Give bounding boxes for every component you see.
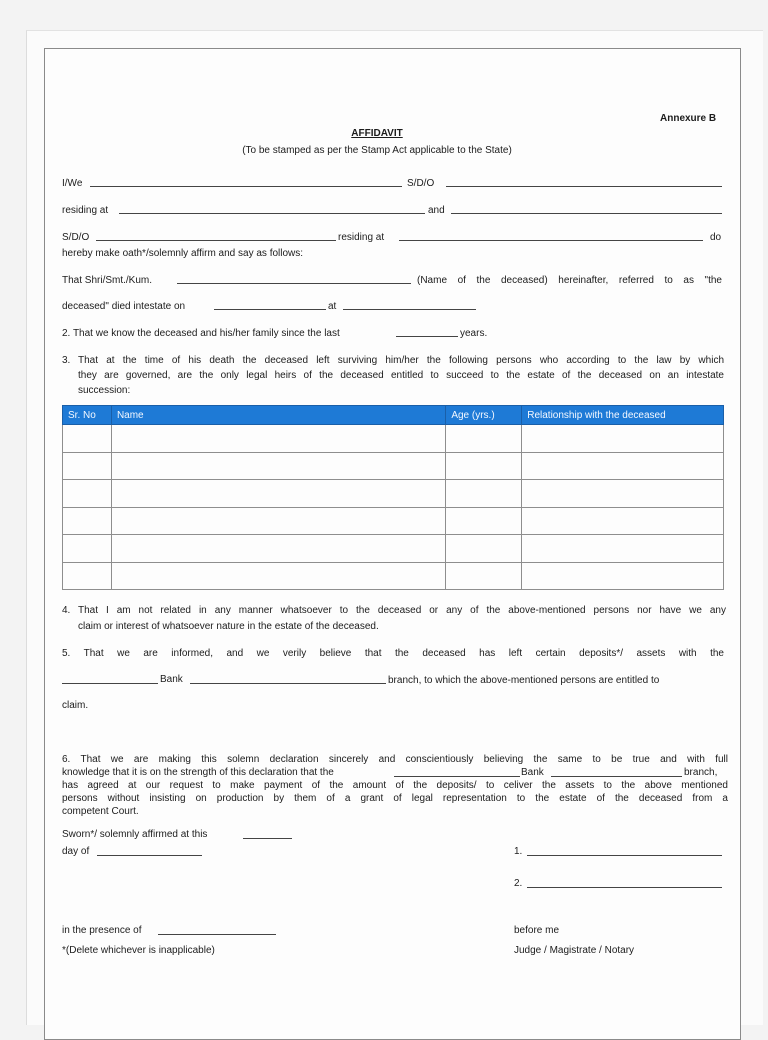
death-place-blank[interactable]	[343, 309, 476, 310]
i-we-blank[interactable]	[90, 186, 402, 187]
cell-name[interactable]	[111, 507, 445, 535]
item-5-branch-text: branch, to which the above-mentioned persons are entitled to	[388, 675, 660, 686]
affidavit-subtitle: (To be stamped as per the Stamp Act applicable to the State)	[242, 145, 512, 156]
cell-sr-no[interactable]	[63, 535, 112, 563]
table-row	[63, 535, 724, 563]
sdo-label: S/D/O	[407, 178, 435, 189]
cell-sr-no[interactable]	[63, 507, 112, 535]
item-6-line-1: 6. That we are making this solemn declaration sincerely and conscientiously believing the same to be true and with full	[62, 754, 728, 765]
i-we-label: I/We	[62, 178, 83, 189]
item-2-text: 2. That we know the deceased and his/her family since the last	[62, 328, 340, 339]
cell-relationship[interactable]	[522, 452, 724, 480]
deceased-name-note: (Name of the deceased) hereinafter, referred to as "the	[417, 275, 722, 286]
item-5-line-1: 5. That we are informed, and we verily believe that the deceased has left certain deposits*/ assets with the	[62, 648, 724, 659]
item-6-line-4: persons without insisting on production by them of a grant of legal representation to the estate of the deceased from a	[62, 793, 728, 804]
years-blank[interactable]	[396, 336, 458, 337]
delete-note: *(Delete whichever is inapplicable)	[62, 945, 215, 956]
and-label: and	[428, 205, 445, 216]
cell-name[interactable]	[111, 562, 445, 590]
years-label: years.	[460, 328, 488, 339]
sworn-blank[interactable]	[243, 838, 292, 839]
presence-blank[interactable]	[158, 934, 276, 935]
cell-name[interactable]	[111, 480, 445, 508]
signature-1-label: 1.	[514, 846, 523, 857]
item-5-bank-label: Bank	[160, 674, 183, 685]
cell-age[interactable]	[446, 562, 522, 590]
item-6-line-5: competent Court.	[62, 806, 139, 817]
cell-sr-no[interactable]	[63, 452, 112, 480]
item-3-number: 3.	[62, 355, 71, 366]
day-of-label: day of	[62, 846, 90, 857]
residing-at-blank-2[interactable]	[399, 240, 703, 241]
cell-sr-no[interactable]	[63, 480, 112, 508]
cell-age[interactable]	[446, 535, 522, 563]
signature-2-blank[interactable]	[527, 887, 722, 888]
cell-age[interactable]	[446, 452, 522, 480]
cell-relationship[interactable]	[522, 425, 724, 453]
shri-label: That Shri/Smt./Kum.	[62, 275, 153, 286]
legal-heirs-table	[62, 405, 724, 590]
item-6-branch-label: branch,	[684, 767, 718, 778]
residing-at-label: residing at	[62, 205, 109, 216]
header-age: Age (yrs.)	[446, 406, 522, 425]
affidavit-title: AFFIDAVIT	[351, 128, 403, 139]
table-row	[63, 452, 724, 480]
cell-age[interactable]	[446, 507, 522, 535]
header-relationship: Relationship with the deceased	[522, 406, 724, 425]
cell-name[interactable]	[111, 425, 445, 453]
deceased-name-blank[interactable]	[177, 283, 411, 284]
at-label: at	[328, 301, 337, 312]
death-date-blank[interactable]	[214, 309, 326, 310]
item-3-line-3: succession:	[78, 385, 131, 396]
cell-age[interactable]	[446, 425, 522, 453]
item-5-bank-blank[interactable]	[62, 683, 158, 684]
cell-relationship[interactable]	[522, 480, 724, 508]
cell-relationship[interactable]	[522, 535, 724, 563]
header-sr-no: Sr. No	[63, 406, 112, 425]
item-5-claim: claim.	[62, 700, 89, 711]
item-4-line-2: claim or interest of whatsoever nature in the estate of the deceased.	[78, 621, 379, 632]
presence-label: in the presence of	[62, 925, 142, 936]
signature-1-blank[interactable]	[527, 855, 722, 856]
cell-sr-no[interactable]	[63, 562, 112, 590]
item-3-line-2: they are governed, are the only legal heirs of the deceased entitled to succeed to the estate of the deceased on an intestate	[78, 370, 724, 381]
cell-age[interactable]	[446, 480, 522, 508]
before-me-label: before me	[514, 925, 560, 936]
item-6-line-3: has agreed at our request to make payment of the amount of the deposits/ to celiver the assets to the above mentioned	[62, 780, 728, 791]
item-6-bank-label: Bank	[521, 767, 544, 778]
residing-at-blank[interactable]	[119, 213, 425, 214]
item-6-branch-blank[interactable]	[551, 776, 682, 777]
item-5-branch-blank[interactable]	[190, 683, 386, 684]
day-of-blank[interactable]	[97, 855, 202, 856]
item-4-number: 4.	[62, 605, 71, 616]
table-row	[63, 562, 724, 590]
item-6-bank-blank[interactable]	[394, 776, 520, 777]
sworn-text: Sworn*/ solemnly affirmed at this	[62, 829, 208, 840]
item-6-line-2: knowledge that it is on the strength of this declaration that the	[62, 767, 334, 778]
item-3-line-1: That at the time of his death the deceased left surviving him/her the following persons who according to the law by which	[78, 355, 724, 366]
table-row	[63, 507, 724, 535]
do-label: do	[710, 232, 722, 243]
sdo-blank[interactable]	[446, 186, 722, 187]
judge-label: Judge / Magistrate / Notary	[514, 945, 635, 956]
cell-sr-no[interactable]	[63, 425, 112, 453]
died-intestate-label: deceased" died intestate on	[62, 301, 186, 312]
table-row	[63, 425, 724, 453]
residing-at-label-2: residing at	[338, 232, 385, 243]
table-header-row	[63, 406, 724, 425]
item-4-line-1: That I am not related in any manner whatsoever to the deceased or any of the above-mentioned persons nor have we any	[78, 605, 726, 616]
table-row	[63, 480, 724, 508]
sdo-blank-2[interactable]	[96, 240, 336, 241]
cell-name[interactable]	[111, 535, 445, 563]
header-name: Name	[111, 406, 445, 425]
oath-statement: hereby make oath*/solemnly affirm and say as follows:	[62, 248, 304, 259]
signature-2-label: 2.	[514, 878, 523, 889]
cell-relationship[interactable]	[522, 562, 724, 590]
annexure-label: Annexure B	[660, 113, 717, 124]
and-blank[interactable]	[451, 213, 722, 214]
sdo-label-2: S/D/O	[62, 232, 90, 243]
cell-name[interactable]	[111, 452, 445, 480]
cell-relationship[interactable]	[522, 507, 724, 535]
